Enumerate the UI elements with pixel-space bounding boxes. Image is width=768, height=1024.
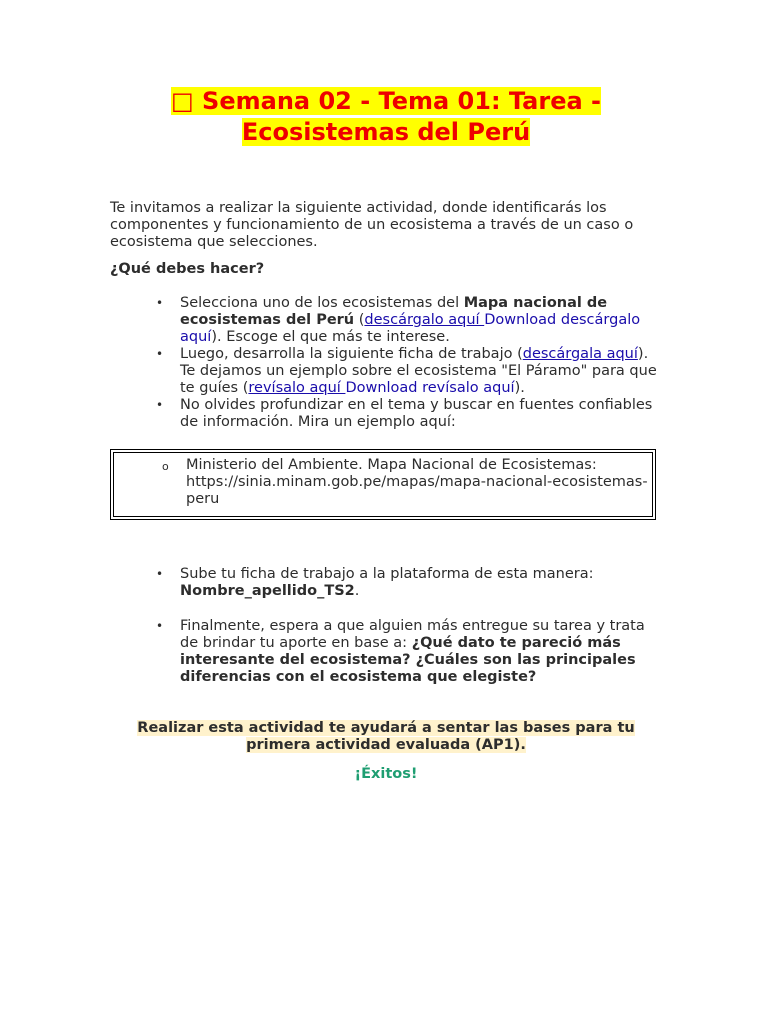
bullet-icon: • xyxy=(156,296,164,310)
sub-bullet-icon: o xyxy=(162,460,169,473)
bullet-icon: • xyxy=(156,567,164,581)
step2-text: Luego, desarrolla la siguiente ficha de trabajo ( xyxy=(180,346,523,362)
assignment-page xyxy=(110,0,662,782)
list-item xyxy=(110,566,662,600)
file-name-format: Nombre_apellido_TS2 xyxy=(180,583,355,599)
title-text-1: Semana 02 - Tema 01: Tarea - xyxy=(202,87,601,115)
download-map-link-2[interactable]: Download descárgalo aquí xyxy=(180,312,641,345)
page-title xyxy=(110,86,662,148)
step2-mid: ). Te dejamos un ejemplo sobre el ecosistema "El Páramo" para que te guíes ( xyxy=(180,346,657,396)
step2-post: ). xyxy=(514,380,525,396)
step1-bold: Mapa nacional de ecosistemas del Perú xyxy=(180,295,608,328)
success-message: ¡Éxitos! xyxy=(354,766,418,782)
reference-box xyxy=(110,449,656,520)
upload-instruction-text: Sube tu ficha de trabajo a la plataforma de esta manera: xyxy=(180,566,594,582)
bullet-icon: • xyxy=(156,398,164,412)
discussion-questions: ¿Qué dato te pareció más interesante del ecosistema? ¿Cuáles son las principales diferencias con el ecosistema que elegiste? xyxy=(180,635,636,685)
step1-open: ( xyxy=(354,312,365,328)
closing-text: Realizar esta actividad te ayudará a sentar las bases para tu primera actividad evaluada (AP1). xyxy=(137,720,635,753)
question-heading: ¿Qué debes hacer? xyxy=(110,261,265,277)
reference-box-inner xyxy=(113,452,653,517)
bullet-icon: • xyxy=(156,347,164,361)
step1-post: ). Escoge el que más te interese. xyxy=(211,329,450,345)
intro-paragraph: Te invitamos a realizar la siguiente actividad, donde identificarás los componentes y funcionamiento de un ecosistema a través de un caso o ecosistema que selecciones. xyxy=(110,200,634,250)
step3-text: No olvides profundizar en el tema y buscar en fuentes confiables de información. Mira un ejemplo aquí: xyxy=(180,397,653,430)
download-map-link[interactable]: descárgalo aquí xyxy=(364,312,485,328)
step1-text: Selecciona uno de los ecosistemas del xyxy=(180,295,464,311)
steps-list xyxy=(110,295,662,431)
steps-list-2 xyxy=(110,566,662,686)
review-example-link[interactable]: revísalo aquí xyxy=(248,380,346,396)
upload-instruction-post: . xyxy=(354,583,360,599)
closing-note xyxy=(110,720,662,754)
review-example-link-2[interactable]: Download revísalo aquí xyxy=(345,380,515,396)
list-item xyxy=(110,397,662,431)
download-worksheet-link[interactable]: descárgala aquí xyxy=(522,346,638,362)
list-item xyxy=(110,295,662,346)
title-icon: □ xyxy=(171,87,194,115)
final-instruction-text: Finalmente, espera a que alguien más entregue su tarea y trata de brindar tu aporte en base a: xyxy=(180,618,645,651)
title-line-2: Ecosistemas del Perú xyxy=(241,118,531,146)
list-item xyxy=(110,618,662,686)
bullet-icon: • xyxy=(156,619,164,633)
title-line-1 xyxy=(171,87,601,115)
reference-text: Ministerio del Ambiente. Mapa Nacional de Ecosistemas: https://sinia.minam.gob.pe/mapas/mapa-nacional-ecosistemas-peru xyxy=(186,457,648,507)
list-item xyxy=(110,346,662,397)
